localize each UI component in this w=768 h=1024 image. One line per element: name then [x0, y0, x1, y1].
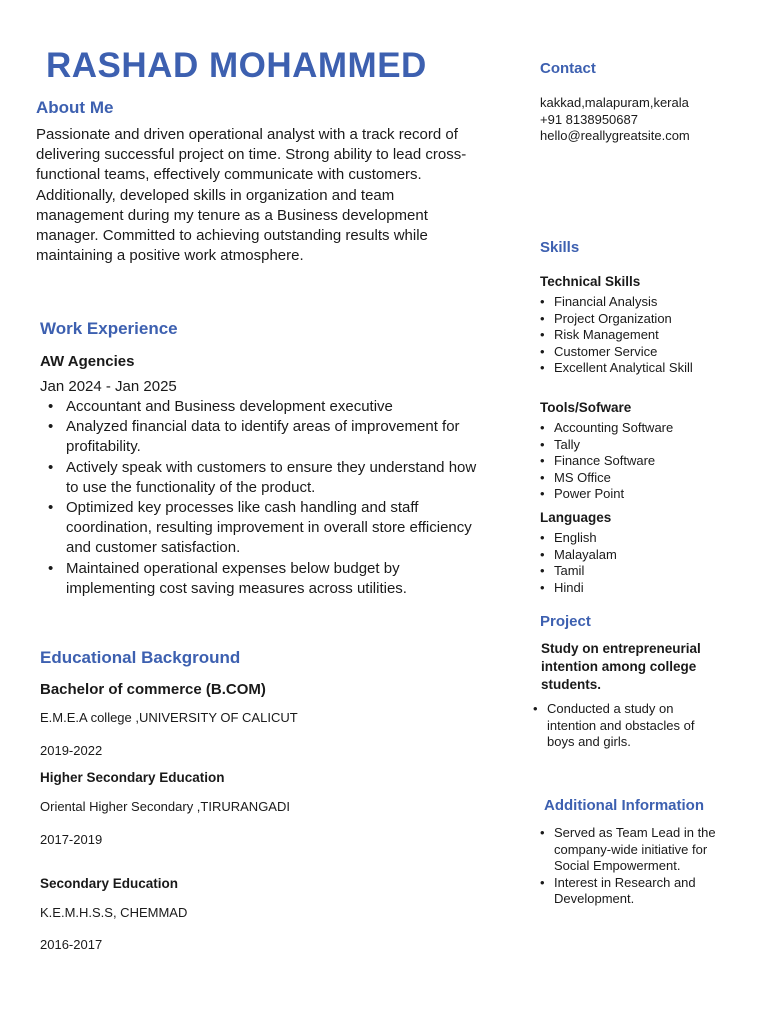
list-item: • Customer Service [540, 344, 740, 361]
education-title: Higher Secondary Education [40, 770, 225, 785]
education-school: E.M.E.A college ,UNIVERSITY OF CALICUT [40, 710, 298, 725]
list-item: • English [540, 530, 740, 547]
list-item: • Optimized key processes like cash handling and staff coordination, resulting improvement in overall store efficiency and customer satisfaction. [40, 498, 485, 559]
contact-phone: +91 8138950687 [540, 112, 638, 127]
list-item: • Tally [540, 437, 740, 454]
work-bullets [40, 397, 485, 599]
project-bullets [533, 701, 723, 751]
list-item: • Project Organization [540, 311, 740, 328]
contact-address: kakkad,malapuram,kerala [540, 95, 689, 110]
list-item: • Tamil [540, 563, 740, 580]
about-heading: About Me [36, 98, 114, 117]
list-item: • Accounting Software [540, 420, 740, 437]
work-company: AW Agencies [40, 353, 135, 370]
tools-list [540, 420, 740, 503]
list-item: • Finance Software [540, 453, 740, 470]
education-school: Oriental Higher Secondary ,TIRURANGADI [40, 799, 290, 814]
list-item: • Excellent Analytical Skill [540, 360, 740, 377]
education-title: Bachelor of commerce (B.COM) [40, 681, 266, 698]
technical-skills-list [540, 294, 740, 377]
technical-skills-heading: Technical Skills [540, 274, 641, 289]
project-heading: Project [540, 613, 591, 630]
languages-list [540, 530, 740, 596]
list-item: • MS Office [540, 470, 740, 487]
contact-heading: Contact [540, 60, 596, 77]
resume-name: RASHAD MOHAMMED [46, 46, 427, 85]
additional-heading: Additional Information [544, 797, 704, 814]
about-text: Passionate and driven operational analyst with a track record of delivering successful project on time. Strong ability to lead cross- functional teams, effectively communicate with customers. Additionally, developed skills in organization and team management during my tenure as a Business development manager. Committed to achieving outstanding results while maintaining a positive work atmosphere. [36, 126, 467, 265]
education-title: Secondary Education [40, 876, 179, 891]
project-title: Study on entrepreneurial intention among college students. [541, 641, 701, 692]
list-item: • Conducted a study on intention and obstacles of boys and girls. [533, 701, 723, 751]
additional-bullets [540, 825, 730, 908]
list-item: • Malayalam [540, 547, 740, 564]
list-item: • Power Point [540, 486, 740, 503]
education-years: 2019-2022 [40, 743, 103, 758]
list-item: • Risk Management [540, 327, 740, 344]
languages-heading: Languages [540, 510, 612, 525]
contact-email: hello@reallygreatsite.com [540, 128, 690, 143]
list-item: • Served as Team Lead in the company-wide initiative for Social Empowerment. [540, 825, 730, 875]
education-years: 2017-2019 [40, 832, 103, 847]
list-item: • Hindi [540, 580, 740, 597]
work-heading: Work Experience [40, 319, 178, 338]
list-item: • Actively speak with customers to ensure they understand how to use the functionality of the product. [40, 458, 485, 498]
skills-heading: Skills [540, 239, 580, 256]
tools-heading: Tools/Sofware [540, 400, 632, 415]
education-years: 2016-2017 [40, 937, 103, 952]
work-dates: Jan 2024 - Jan 2025 [40, 378, 177, 395]
education-heading: Educational Background [40, 648, 241, 667]
list-item: • Maintained operational expenses below budget by implementing cost saving measures across utilities. [40, 559, 485, 599]
list-item: • Financial Analysis [540, 294, 740, 311]
education-school: K.E.M.H.S.S, CHEMMAD [40, 905, 188, 920]
list-item: • Analyzed financial data to identify areas of improvement for profitability. [40, 417, 485, 457]
list-item: • Accountant and Business development executive [40, 397, 485, 417]
list-item: • Interest in Research and Development. [540, 875, 730, 908]
